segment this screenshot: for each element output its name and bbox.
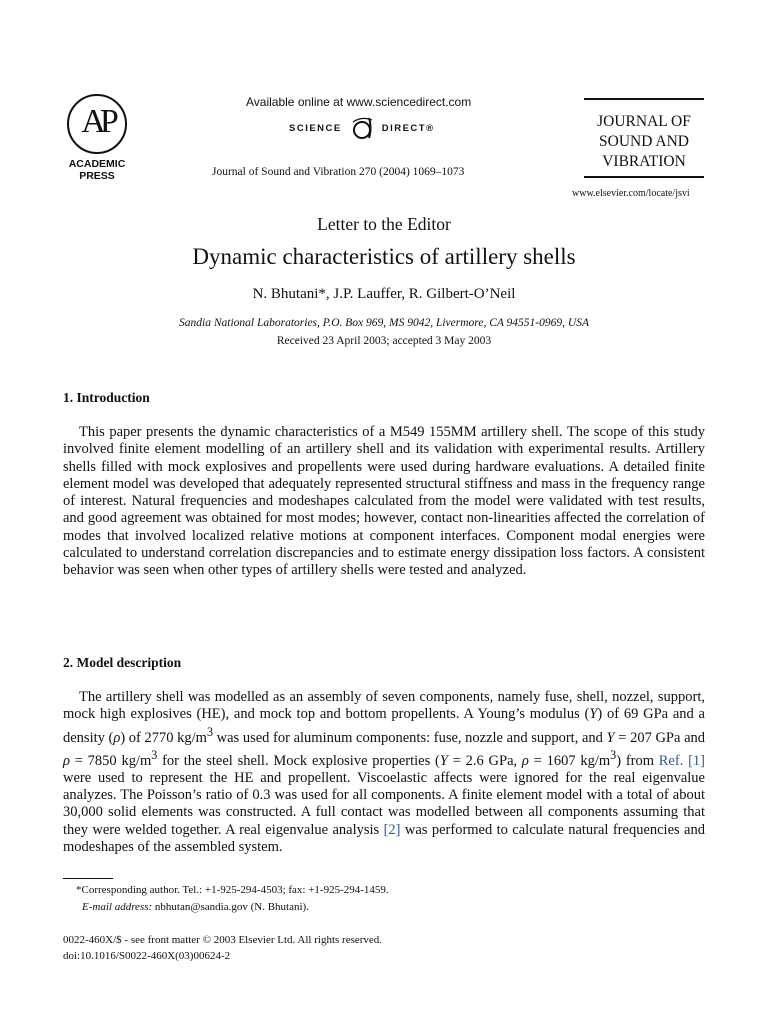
publisher-name: ACADEMIC PRESS (68, 158, 126, 182)
doi-line: doi:10.1016/S0022-460X(03)00624-2 (63, 950, 231, 962)
footnote-divider (63, 878, 113, 879)
sciencedirect-availability: Available online at www.sciencedirect.com (246, 95, 472, 109)
journal-url-link[interactable]: www.elsevier.com/locate/jsvi (572, 188, 690, 199)
author-affiliation: Sandia National Laboratories, P.O. Box 969, MS 9042, Livermore, CA 94551-0969, USA (179, 317, 589, 329)
email-footnote: E-mail address: nbhutan@sandia.gov (N. Bhutani). (82, 901, 309, 913)
received-dates: Received 23 April 2003; accepted 3 May 2003 (276, 335, 492, 347)
reference-link-1[interactable]: Ref. [1] (658, 752, 705, 769)
journal-reference: Journal of Sound and Vibration 270 (2004) 1069–1073 (212, 166, 465, 178)
corresponding-author-footnote: *Corresponding author. Tel.: +1-925-294-4503; fax: +1-925-294-1459. (76, 884, 389, 896)
sciencedirect-d-icon (348, 114, 376, 142)
model-description-paragraph: The artillery shell was modelled as an assembly of seven components, namely fuse, shell, nozzel, support, mock high explosives (HE), and mock top and bottom propellents. A Young’s modulus (Y) of 69 GPa and a density (ρ) of 2770 $kg/m^3$ was used for aluminum components: fuse, nozzle and support, and Y = 207 GPa and ρ = 7850 $kg/m^3$ for the steel shell. Mock explosive properties (Y = 2.6 GPa, ρ = 1607 $kg/m^3$) from Ref. [1] were used to represent the HE and propellent. Viscoelastic affects were ignored for the real eigenvalue analyzes. The Poisson’s ratio of 0.3 was used for all components. A finite element model with a total of about 30,000 solid elements was constructed. A full contact was modelled between all components assuming that they were welded together. A real eigenvalue analysis [2] was performed to calculate natural frequencies and modeshapes of the assembled system. (63, 689, 705, 856)
article-authors: N. Bhutani*, J.P. Lauffer, R. Gilbert-O’Neil (252, 286, 516, 302)
publisher-logo (62, 94, 132, 182)
copyright-line: 0022-460X/$ - see front matter © 2003 Elsevier Ltd. All rights reserved. (63, 934, 383, 946)
journal-name-box: JOURNAL OF SOUND AND VIBRATION (584, 98, 704, 178)
section-heading-introduction: 1. Introduction (63, 390, 150, 405)
article-title: Dynamic characteristics of artillery shells (192, 244, 576, 269)
section-heading-model-description: 2. Model description (63, 655, 182, 670)
academic-press-emblem-icon: AP (67, 94, 127, 154)
sciencedirect-logo: SCIENCE DIRECT® (289, 114, 435, 142)
article-type: Letter to the Editor (317, 214, 451, 234)
reference-link-2[interactable]: [2] (383, 821, 401, 838)
introduction-paragraph: This paper presents the dynamic characteristics of a M549 155MM artillery shell. The scope of this study involved finite element modelling of an artillery shell and its validation with experimental results. Artillery shells filled with mock explosives and propellents were used during hardware evaluations. A detailed finite element model was developed that adequately represented structural stiffness and mass in the frequency range of interest. Natural frequencies and modeshapes calculated from the model were validated with test results, and good agreement was obtained for most modes; however, contact non-linearities affected the correlation of modes that involved localized relative motions at component interfaces. Component modal energies were calculated to understand correlation discrepancies and to estimate energy dissipation loss factors. A consistent behavior was seen when other types of artillery shells were tested and analyzed. (63, 424, 705, 579)
